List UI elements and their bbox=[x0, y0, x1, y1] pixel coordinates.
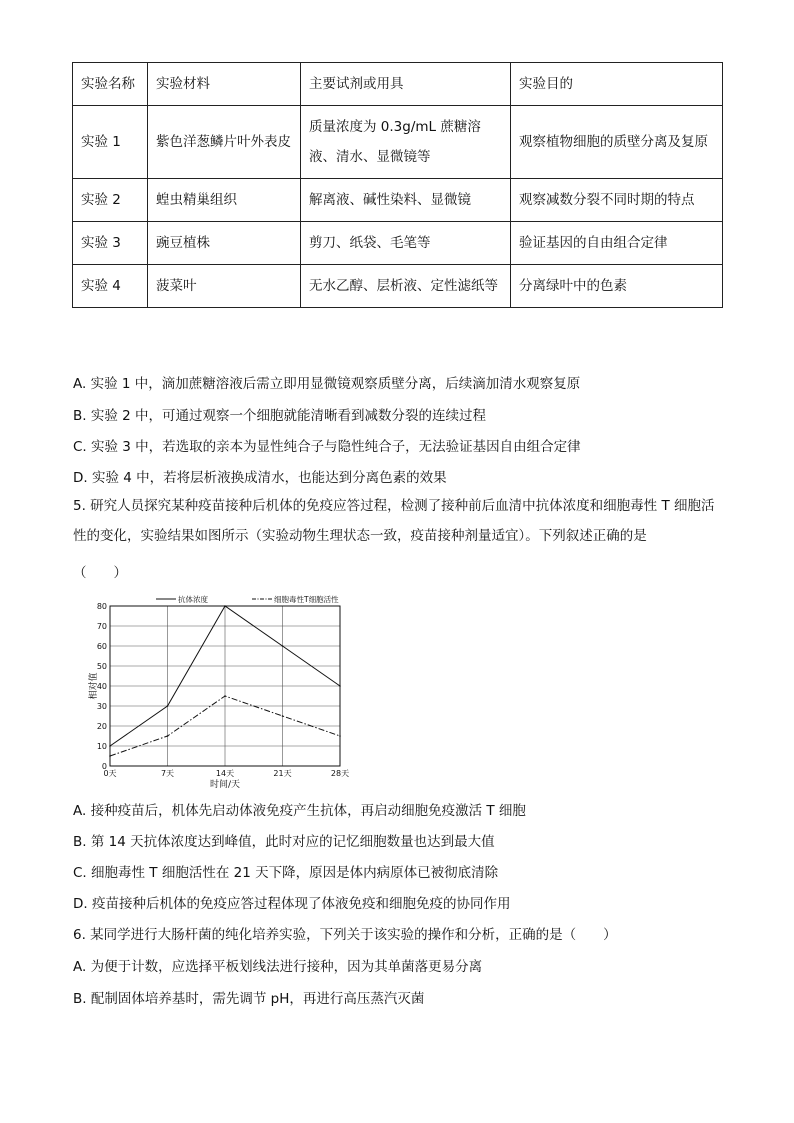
table-cell: 蝗虫精巢组织 bbox=[148, 179, 301, 222]
table-header-cell: 实验目的 bbox=[511, 63, 723, 106]
table-header-cell: 实验名称 bbox=[73, 63, 148, 106]
data-point bbox=[282, 715, 284, 717]
q4-option-a: A. 实验 1 中，滴加蔗糖溶液后需立即用显微镜观察质壁分离，后续滴加清水观察复原 bbox=[73, 376, 581, 392]
q6-option-b: B. 配制固体培养基时，需先调节 pH，再进行高压蒸汽灭菌 bbox=[73, 991, 425, 1007]
x-tick-label: 28天 bbox=[330, 769, 350, 778]
table-cell: 剪刀、纸袋、毛笔等 bbox=[301, 222, 511, 265]
x-tick-label: 0天 bbox=[103, 769, 117, 778]
table-cell: 实验 2 bbox=[73, 179, 148, 222]
chart-x-label: 时间/天 bbox=[209, 780, 241, 790]
q5-option-b: B. 第 14 天抗体浓度达到峰值，此时对应的记忆细胞数量也达到最大值 bbox=[73, 834, 495, 850]
chart-y-label: 相对值 bbox=[89, 672, 99, 700]
y-tick-label: 0 bbox=[101, 762, 107, 771]
y-tick-label: 20 bbox=[96, 722, 107, 731]
table-row bbox=[73, 265, 723, 308]
table-cell: 菠菜叶 bbox=[148, 265, 301, 308]
table-cell: 验证基因的自由组合定律 bbox=[511, 222, 723, 265]
q6-stem: 6. 某同学进行大肠杆菌的纯化培养实验，下列关于该实验的操作和分析，正确的是（ ） bbox=[73, 927, 617, 943]
x-tick-label: 21天 bbox=[273, 769, 292, 778]
table-row bbox=[73, 222, 723, 265]
table-cell: 观察植物细胞的质壁分离及复原 bbox=[511, 106, 723, 179]
q5-option-a: A. 接种疫苗后，机体先启动体液免疫产生抗体，再启动细胞免疫激活 T 细胞 bbox=[73, 803, 526, 819]
data-point bbox=[109, 745, 111, 747]
legend-label: 细胞毒性T细胞活性 bbox=[274, 595, 339, 604]
q5-option-d: D. 疫苗接种后机体的免疫应答过程体现了体液免疫和细胞免疫的协同作用 bbox=[73, 896, 511, 912]
table-cell: 质量浓度为 0.3g/mL 蔗糖溶液、清水、显微镜等 bbox=[301, 106, 511, 179]
q4-option-b: B. 实验 2 中，可通过观察一个细胞就能清晰看到减数分裂的连续过程 bbox=[73, 408, 487, 424]
q4-option-d: D. 实验 4 中，若将层析液换成清水，也能达到分离色素的效果 bbox=[73, 470, 447, 486]
q5-answer-paren: （ ） bbox=[73, 565, 127, 581]
table-header-row bbox=[73, 63, 723, 106]
table-cell: 无水乙醇、层析液、定性滤纸等 bbox=[301, 265, 511, 308]
table-cell: 豌豆植株 bbox=[148, 222, 301, 265]
q4-option-c: C. 实验 3 中，若选取的亲本为显性纯合子与隐性纯合子，无法验证基因自由组合定律 bbox=[73, 439, 581, 455]
data-point bbox=[224, 695, 226, 697]
table-cell: 实验 3 bbox=[73, 222, 148, 265]
data-point bbox=[167, 705, 169, 707]
line-chart bbox=[88, 592, 358, 797]
x-tick-label: 7天 bbox=[160, 769, 175, 778]
q6-option-a: A. 为便于计数，应选择平板划线法进行接种，因为其单菌落更易分离 bbox=[73, 959, 483, 975]
table-row bbox=[73, 106, 723, 179]
q5-stem: 5. 研究人员探究某种疫苗接种后机体的免疫应答过程，检测了接种前后血清中抗体浓度和细胞毒性 T 细胞活性的变化，实验结果如图所示（实验动物生理状态一致，疫苗接种剂量适宜）。下列叙述正确的是 bbox=[73, 498, 715, 544]
table-cell: 紫色洋葱鳞片叶外表皮 bbox=[148, 106, 301, 179]
data-point bbox=[339, 685, 341, 687]
data-point bbox=[167, 735, 169, 737]
y-tick-label: 30 bbox=[96, 702, 107, 711]
x-tick-label: 14天 bbox=[215, 769, 235, 778]
chart-x-ticks bbox=[103, 769, 349, 778]
table-row bbox=[73, 179, 723, 222]
experiment-table bbox=[72, 62, 723, 308]
y-tick-label: 40 bbox=[96, 682, 107, 691]
data-point bbox=[109, 755, 111, 757]
table-header-cell: 主要试剂或用具 bbox=[301, 63, 511, 106]
table-cell: 观察减数分裂不同时期的特点 bbox=[511, 179, 723, 222]
y-tick-label: 50 bbox=[96, 662, 107, 671]
chart-legend bbox=[156, 594, 339, 604]
legend-label: 抗体浓度 bbox=[178, 595, 208, 604]
data-point bbox=[339, 735, 341, 737]
y-tick-label: 10 bbox=[96, 742, 107, 751]
y-tick-label: 70 bbox=[96, 622, 107, 631]
q5-option-c: C. 细胞毒性 T 细胞活性在 21 天下降，原因是体内病原体已被彻底清除 bbox=[73, 865, 499, 881]
data-point bbox=[282, 645, 284, 647]
y-tick-label: 80 bbox=[96, 602, 107, 611]
table-header-cell: 实验材料 bbox=[148, 63, 301, 106]
y-tick-label: 60 bbox=[96, 642, 107, 651]
table-cell: 实验 4 bbox=[73, 265, 148, 308]
data-point bbox=[224, 605, 226, 607]
table-cell: 解离液、碱性染料、显微镜 bbox=[301, 179, 511, 222]
chart-grid bbox=[110, 606, 340, 766]
table-cell: 实验 1 bbox=[73, 106, 148, 179]
table-cell: 分离绿叶中的色素 bbox=[511, 265, 723, 308]
